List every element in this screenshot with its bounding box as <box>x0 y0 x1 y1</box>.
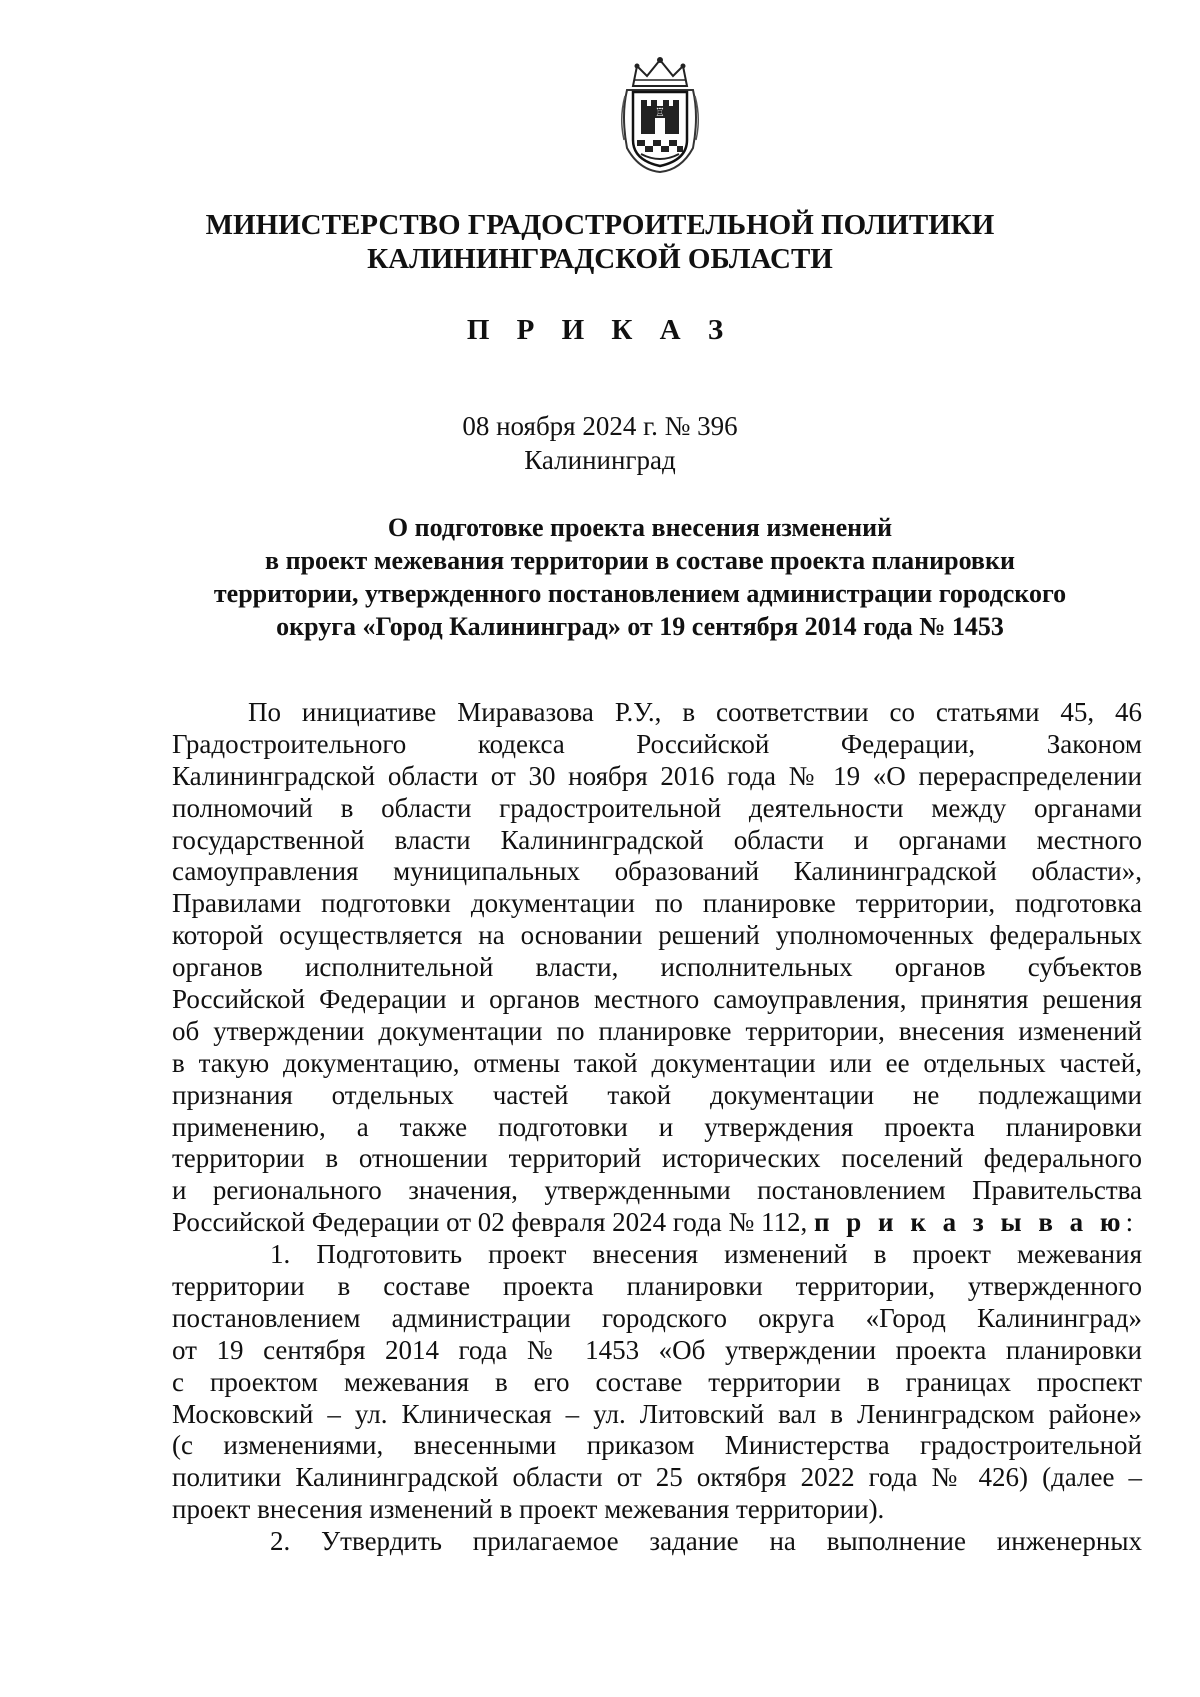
ministry-name-line-2: КАЛИНИНГРАДСКОЙ ОБЛАСТИ <box>367 243 833 275</box>
orders-word: п р и к а з ы в а ю <box>813 1207 1126 1238</box>
subject-line: территории, утвержденного постановлением администрации городского <box>213 579 1067 608</box>
preamble-last-line <box>172 1207 1142 1239</box>
preamble-line: применению, а также подготовки и утверждения проекта планировки <box>172 1111 1142 1142</box>
subject-line: О подготовке проекта внесения изменений <box>387 513 893 542</box>
preamble-line: которой осуществляется на основании решений уполномоченных федеральных <box>172 920 1142 951</box>
ministry-name <box>0 208 1200 276</box>
preamble-line: и регионального значения, утвержденными постановлением Правительства <box>172 1175 1142 1206</box>
subject-line: в проект межевания территории в составе проекта планировки <box>265 546 1015 575</box>
coat-of-arms-emblem <box>619 56 701 174</box>
preamble-line: в такую документацию, отмены такой документации или ее отдельных частей, <box>172 1047 1142 1078</box>
order-date-number: 08 ноября 2024 г. № 396 <box>462 411 738 441</box>
preamble-line: признания отдельных частей такой документации не подлежащими <box>172 1079 1142 1110</box>
preamble-line: территории в отношении территорий исторических поселений федерального <box>172 1143 1142 1174</box>
item-1-line: от 19 сентября 2014 года № 1453 «Об утверждении проекта планировки <box>172 1334 1142 1365</box>
svg-text:♖: ♖ <box>655 106 665 119</box>
document-type-title: П Р И К А З <box>466 314 734 346</box>
order-city: Калининград <box>524 445 676 475</box>
preamble-line: об утверждении документации по планировке территории, внесения изменений <box>172 1015 1142 1046</box>
preamble-line: Градостроительного кодекса Российской Федерации, Законом <box>172 728 1142 759</box>
item-1-line: политики Калининградской области от 25 октября 2022 года № 426) (далее – <box>172 1462 1142 1493</box>
subject-line: округа «Город Калининград» от 19 сентября 2014 года № 1453 <box>276 612 1004 641</box>
ministry-name-line-1: МИНИСТЕРСТВО ГРАДОСТРОИТЕЛЬНОЙ ПОЛИТИКИ <box>205 209 995 241</box>
order-body <box>172 697 1142 1558</box>
item-1-line: (с изменениями, внесенными приказом Министерства градостроительной <box>172 1430 1142 1461</box>
item-1-line: Московский – ул. Клиническая – ул. Литовский вал в Ленинградском районе» <box>172 1398 1142 1429</box>
preamble-line: Калининградской области от 30 ноября 2016 года № 19 «О перераспределении <box>172 760 1142 791</box>
preamble-line: По инициативе Миравазова Р.У., в соответствии со статьями 45, 46 <box>248 697 1142 727</box>
preamble-line: полномочий в области градостроительной деятельности между органами <box>172 792 1142 823</box>
item-1-line: территории в составе проекта планировки территории, утвержденного <box>172 1271 1142 1302</box>
preamble-line: государственной власти Калининградской области и органами местного <box>172 824 1142 855</box>
item-1-line: с проектом межевания в его составе территории в границах проспект <box>172 1366 1142 1397</box>
item-1-line: 1. Подготовить проект внесения изменений в проект межевания <box>270 1239 1142 1270</box>
item-1-line: постановлением администрации городского округа «Город Калининград» <box>172 1302 1142 1333</box>
preamble-last-text: Российской Федерации от 02 февраля 2024 года № 112, <box>172 1207 814 1238</box>
order-subject <box>190 511 1090 643</box>
preamble-line: самоуправления муниципальных образований Калининградской области», <box>172 856 1142 887</box>
item-1-line: проект внесения изменений в проект межевания территории). <box>172 1494 885 1525</box>
item-2-line: 2. Утвердить прилагаемое задание на выполнение инженерных <box>270 1526 1142 1557</box>
orders-colon: : <box>1125 1207 1134 1238</box>
preamble-line: органов исполнительной власти, исполнительных органов субъектов <box>172 952 1142 983</box>
preamble-line: Российской Федерации и органов местного самоуправления, принятия решения <box>172 984 1142 1015</box>
preamble-line: Правилами подготовки документации по планировке территории, подготовка <box>172 888 1142 919</box>
